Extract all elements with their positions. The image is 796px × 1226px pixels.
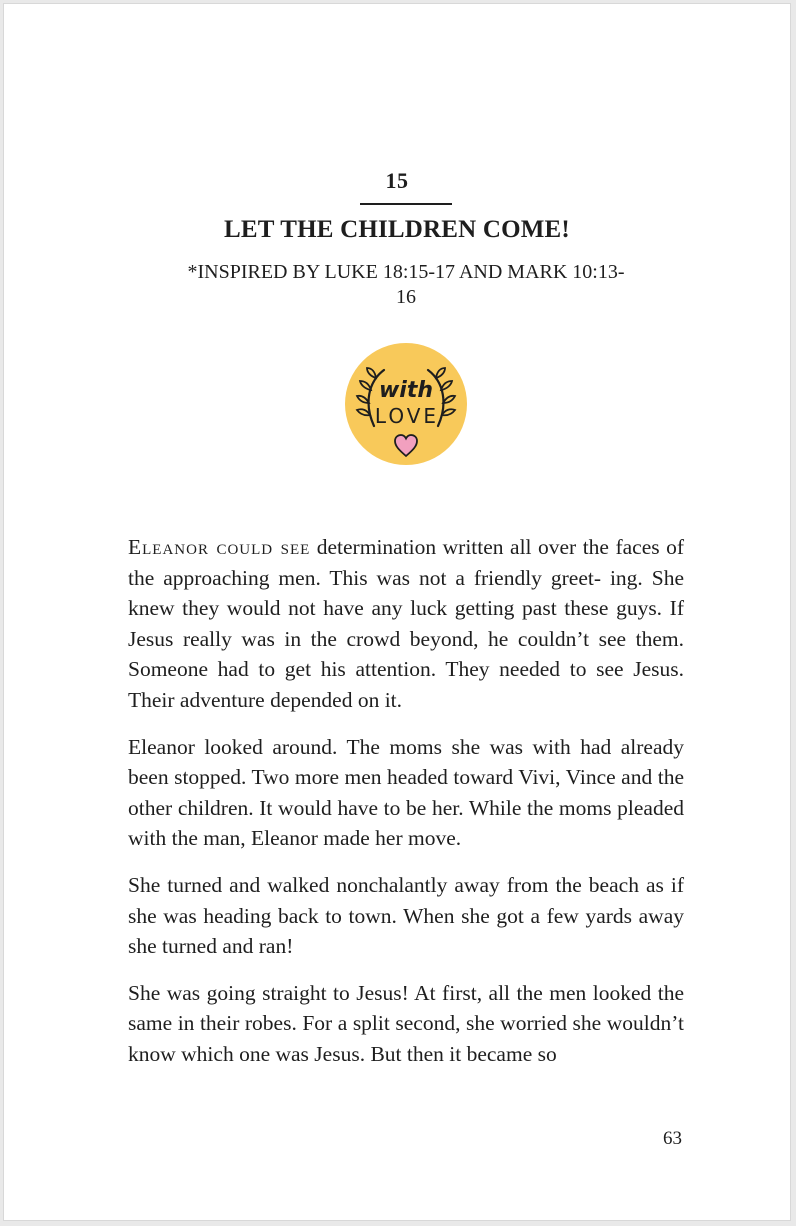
with-love-badge-icon [344, 342, 468, 466]
book-page [3, 3, 791, 1221]
chapter-title: LET THE CHILDREN COME! [224, 216, 570, 243]
paragraph-lead-in: Eleanor could see [128, 535, 311, 559]
paragraph: She turned and walked nonchalantly away from the beach as if she was heading back to town. When she got a few yards away she turned and ran! [128, 872, 684, 959]
badge-word-with: with [378, 378, 434, 403]
paragraph: Eleanor looked around. The moms she was with had already been stopped. Two more men headed toward Vivi, Vince and the other children. It would have to be her. While the moms pleaded with the man, Eleanor made her move. [128, 734, 684, 851]
paragraph: She was going straight to Jesus! At first, all the men looked the same in their robes. For a split second, she worried she wouldn’t know which one was Jesus. But then it became so [128, 980, 684, 1066]
page-number: 63 [663, 1128, 682, 1149]
paragraph-text: determination written all over the faces of the approaching men. This was not a friendly greet- ing. She knew they would not have any luck getting past these guys. If Jesus really was in the crowd beyond, he couldn’t see them. Someone had to get his attention. They needed to see Jesus. Their adventure depended on it. [128, 535, 684, 712]
chapter-number: 15 [385, 168, 409, 193]
badge-word-love: LOVE [374, 404, 440, 428]
chapter-subtitle-line2: 16 [396, 286, 416, 308]
chapter-subtitle-line1: *INSPIRED BY LUKE 18:15-17 AND MARK 10:13- [187, 261, 625, 283]
paragraph [128, 532, 684, 716]
chapter-body [128, 532, 684, 1086]
chapter-divider [360, 203, 452, 205]
chapter-subtitle [164, 260, 648, 310]
